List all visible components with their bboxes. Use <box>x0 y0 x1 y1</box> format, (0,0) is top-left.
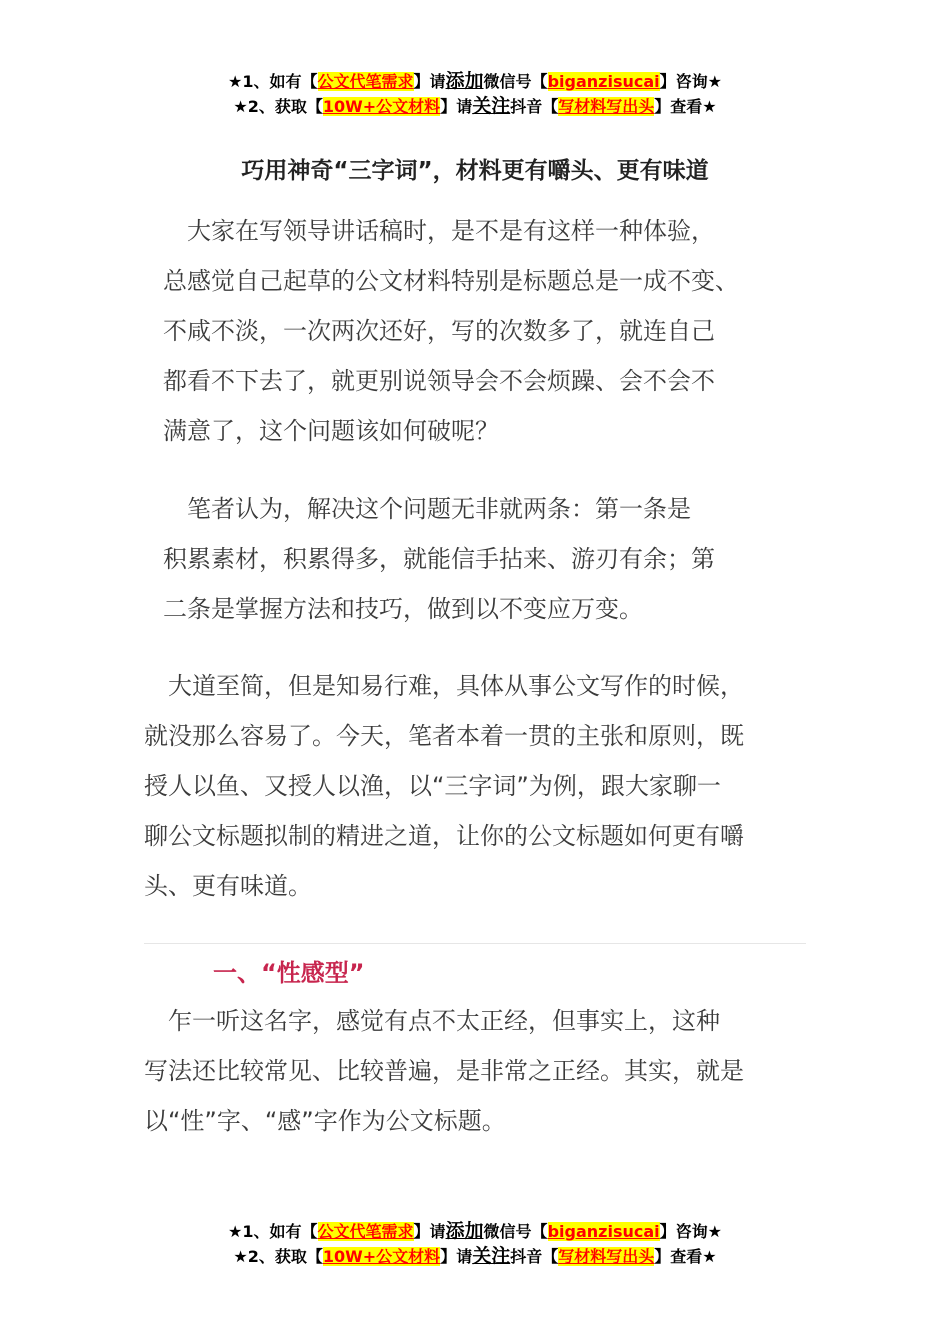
text-line: 积累素材，积累得多，就能信手拈来、游刃有余；第 <box>163 545 715 573</box>
promo-line-2: ★2、获取【10W+公文材料】请关注抖音【写材料写出头】查看★ <box>233 95 717 117</box>
highlight-service: 公文代笔需求 <box>317 72 414 91</box>
text-line: 就没那么容易了。今天，笔者本着一贯的主张和原则，既 <box>144 722 744 750</box>
footer-promo-banner <box>0 1219 950 1269</box>
highlight-douyin-id: 写材料写出头 <box>558 1247 655 1266</box>
text-line: 以“性”字、“感”字作为公文标题。 <box>144 1107 506 1135</box>
section-divider <box>144 943 806 944</box>
text-line: 总感觉自己起草的公文材料特别是标题总是一成不变、 <box>163 267 739 295</box>
header-promo-banner <box>0 69 950 119</box>
paragraph-4 <box>144 996 744 1146</box>
text-line: 都看不下去了，就更别说领导会不会烦躁、会不会不 <box>163 367 715 395</box>
highlight-materials: 10W+公文材料 <box>322 1247 441 1266</box>
paragraph-2 <box>163 484 715 634</box>
text-line: 写法还比较常见、比较普遍，是非常之正经。其实，就是 <box>144 1057 744 1085</box>
paragraph-1 <box>163 206 739 456</box>
promo-line-2: ★2、获取【10W+公文材料】请关注抖音【写材料写出头】查看★ <box>233 1245 717 1267</box>
highlight-materials: 10W+公文材料 <box>322 97 441 116</box>
highlight-wechat-id: biganzisucai <box>547 1222 660 1241</box>
article-title: 巧用神奇“三字词”，材料更有嚼头、更有味道 <box>241 158 709 184</box>
text-line: 授人以鱼、又授人以渔，以“三字词”为例，跟大家聊一 <box>144 772 721 800</box>
promo-line-1: ★1、如有【公文代笔需求】请添加微信号【biganzisucai】咨询★ <box>228 1220 722 1242</box>
text-line: 大家在写领导讲话稿时，是不是有这样一种体验， <box>163 217 715 245</box>
text-line: 二条是掌握方法和技巧，做到以不变应万变。 <box>163 595 643 623</box>
highlight-douyin-id: 写材料写出头 <box>558 97 655 116</box>
paragraph-3 <box>144 661 744 911</box>
text-line: 头、更有味道。 <box>144 872 312 900</box>
text-line: 大道至简，但是知易行难，具体从事公文写作的时候， <box>144 672 744 700</box>
text-line: 笔者认为，解决这个问题无非就两条：第一条是 <box>163 495 691 523</box>
text-line: 聊公文标题拟制的精进之道，让你的公文标题如何更有嚼 <box>144 822 744 850</box>
text-line: 乍一听这名字，感觉有点不太正经，但事实上，这种 <box>144 1007 720 1035</box>
highlight-wechat-id: biganzisucai <box>547 72 660 91</box>
highlight-service: 公文代笔需求 <box>317 1222 414 1241</box>
text-line: 满意了，这个问题该如何破呢？ <box>163 417 499 445</box>
promo-line-1: ★1、如有【公文代笔需求】请添加微信号【biganzisucai】咨询★ <box>228 70 722 92</box>
section-heading-1: 一、“性感型” <box>213 959 365 987</box>
text-line: 不咸不淡，一次两次还好，写的次数多了，就连自己 <box>163 317 715 345</box>
